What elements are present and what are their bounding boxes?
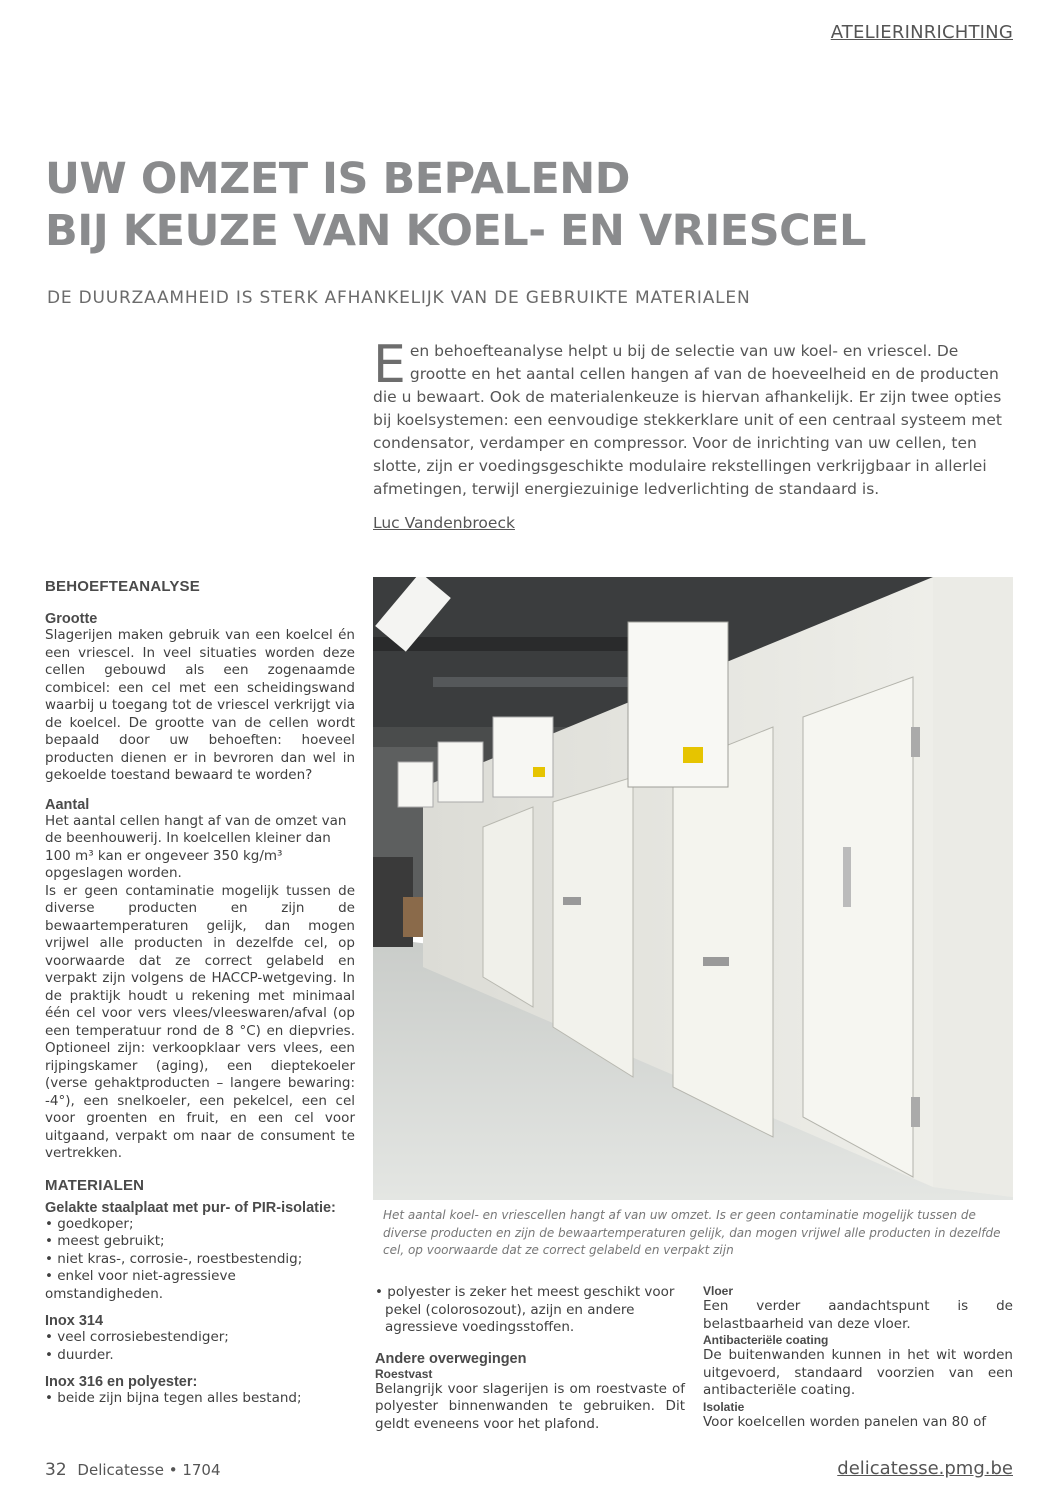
list-item: • meest gebruikt; [45, 1233, 165, 1249]
paragraph-coating: De buitenwanden kunnen in het wit worden uitgevoerd, standaard voorzien van een antibacteriële coating. [703, 1347, 1013, 1398]
subheading-inox-316: Inox 316 en polyester: [45, 1374, 198, 1390]
bullet-polyester: • polyester is zeker het meest geschikt voor pekel (colorosozout), azijn en andere agressieve voedingsstoffen. [375, 1284, 675, 1335]
website-link[interactable]: delicatesse.pmg.be [837, 1458, 1013, 1479]
footer-left [45, 1460, 221, 1480]
list-item: • goedkoper; [45, 1215, 134, 1232]
paragraph-aantal-1: Het aantal cellen hangt af van de omzet van de beenhouwerij. In koelcellen kleiner dan 100 m³ kan er ongeveer 350 kg/m³ opgeslagen worden. [45, 812, 347, 881]
list-staalplaat [45, 1216, 355, 1304]
photo-cold-rooms [373, 577, 1013, 1200]
page-title [45, 153, 1005, 257]
list-inox-316 [45, 1390, 355, 1408]
cold-room-illustration [373, 577, 1013, 1200]
paragraph-isolatie: Voor koelcellen worden panelen van 80 of [703, 1413, 987, 1430]
intro-paragraph [373, 335, 1013, 501]
section-heading-materialen: MATERIALEN [45, 1176, 145, 1194]
list-item: • veel corrosiebestendiger; [45, 1329, 229, 1345]
subheading-isolatie: Isolatie [703, 1399, 745, 1414]
list-inox-314 [45, 1329, 355, 1364]
intro-text: en behoefteanalyse helpt u bij de selectie van uw koel- en vriescel. De grootte en het aantal cellen hangen af van de hoeveelheid en de producten die u bewaart. Ook de materialenkeuze is hiervan afhankelijk. Er zijn twee opties bij koelsystemen: een eenvoudige stekkerklare unit of een centraal systeem met condensator, verdamper en compressor. Voor de inrichting van uw cellen, ten slotte, zijn er voedingsgeschikte modulaire rekstellingen verkrijgbaar in allerlei afmetingen, terwijl energiezuinige ledverlichting de standaard is. [373, 342, 1003, 498]
subheading-inox-314: Inox 314 [45, 1313, 104, 1329]
subheading-aantal: Aantal [45, 796, 90, 813]
author-byline: Luc Vandenbroeck [373, 514, 515, 532]
column-3 [703, 1284, 1013, 1431]
magazine-issue: Delicatesse • 1704 [77, 1461, 221, 1479]
subheading-coating: Antibacteriële coating [703, 1333, 829, 1347]
section-tag: ATELIERINRICHTING [830, 22, 1013, 43]
photo-caption: Het aantal koel- en vriescellen hangt af van uw omzet. Is er geen contaminatie mogelijk tussen de diverse producten en zijn de bewaartemperaturen gelijk, dan mogen vrijwel alle producten in dezelfde cel, op voorwaarde dat ze correct gelabeld en verpakt zijn [383, 1208, 1001, 1257]
subheading-staalplaat: Gelakte staalplaat met pur- of PIR-isolatie: [45, 1199, 336, 1216]
list-item: • enkel voor niet-agressieve omstandigheden. [45, 1268, 236, 1302]
paragraph-roestvast: Belangrijk voor slagerijen is om roestvaste of polyester binnenwanden te gebruiken. Dit geldt eveneens voor het plafond. [375, 1380, 685, 1432]
title-line-1: UW OMZET IS BEPALEND [45, 154, 630, 204]
list-item: • niet kras-, corrosie-, roestbestendig; [45, 1250, 303, 1267]
subheading-andere-overwegingen: Andere overwegingen [375, 1350, 527, 1367]
column-2 [375, 1284, 685, 1433]
list-item: • duurder. [45, 1346, 114, 1363]
subheading-vloer: Vloer [703, 1284, 734, 1298]
list-item: • beide zijn bijna tegen alles bestand; [45, 1390, 302, 1406]
paragraph-aantal-2: Is er geen contaminatie mogelijk tussen de diverse producten en zijn de bewaartemperaturen gelijk, dan mogen vrijwel alle producten in dezelfde cel, op voorwaarde dat ze correct gelabeld en verpakt zijn volgens de HACCP-wetgeving. In de praktijk houdt u rekening met minimaal één cel voor vers vlees/vleeswaren/afval (op een temperatuur rond de 8 °C) en diepvries. Optioneel zijn: verkoopklaar vers vlees, een rijpingskamer (aging), een dieptekoeler (verse gehaktproducten – langere bewaring: -4°), een snelkoeler, een pekelcel, een cel voor groenten en fruit, en een cel voor uitgaand, verpakt om naar de consument te vertrekken. [45, 882, 355, 1161]
paragraph-vloer: Een verder aandachtspunt is de belastbaarheid van deze vloer. [703, 1298, 1013, 1332]
subheading-roestvast: Roestvast [375, 1366, 433, 1381]
paragraph-grootte: Slagerijen maken gebruik van een koelcel én een vriescel. In veel situaties worden deze cellen gebouwd als een zogenaamde combicel: een cel met een scheidingswand waarbij u toegang tot de vriescel verkrijgt via de koelcel. De grootte van de cellen wordt bepaald door uw behoeften: hoeveel producten dienen er in bevroren dan wel in gekoelde toestand bewaard te worden? [45, 627, 355, 783]
dropcap: E [373, 335, 406, 395]
column-1 [45, 578, 355, 1408]
subheading-grootte: Grootte [45, 611, 98, 627]
page-number: 32 [45, 1460, 67, 1480]
section-heading-behoefteanalyse: BEHOEFTEANALYSE [45, 578, 200, 595]
subtitle: DE DUURZAAMHEID IS STERK AFHANKELIJK VAN DE GEBRUIKTE MATERIALEN [47, 288, 751, 308]
title-line-2: BIJ KEUZE VAN KOEL- EN VRIESCEL [45, 206, 866, 256]
